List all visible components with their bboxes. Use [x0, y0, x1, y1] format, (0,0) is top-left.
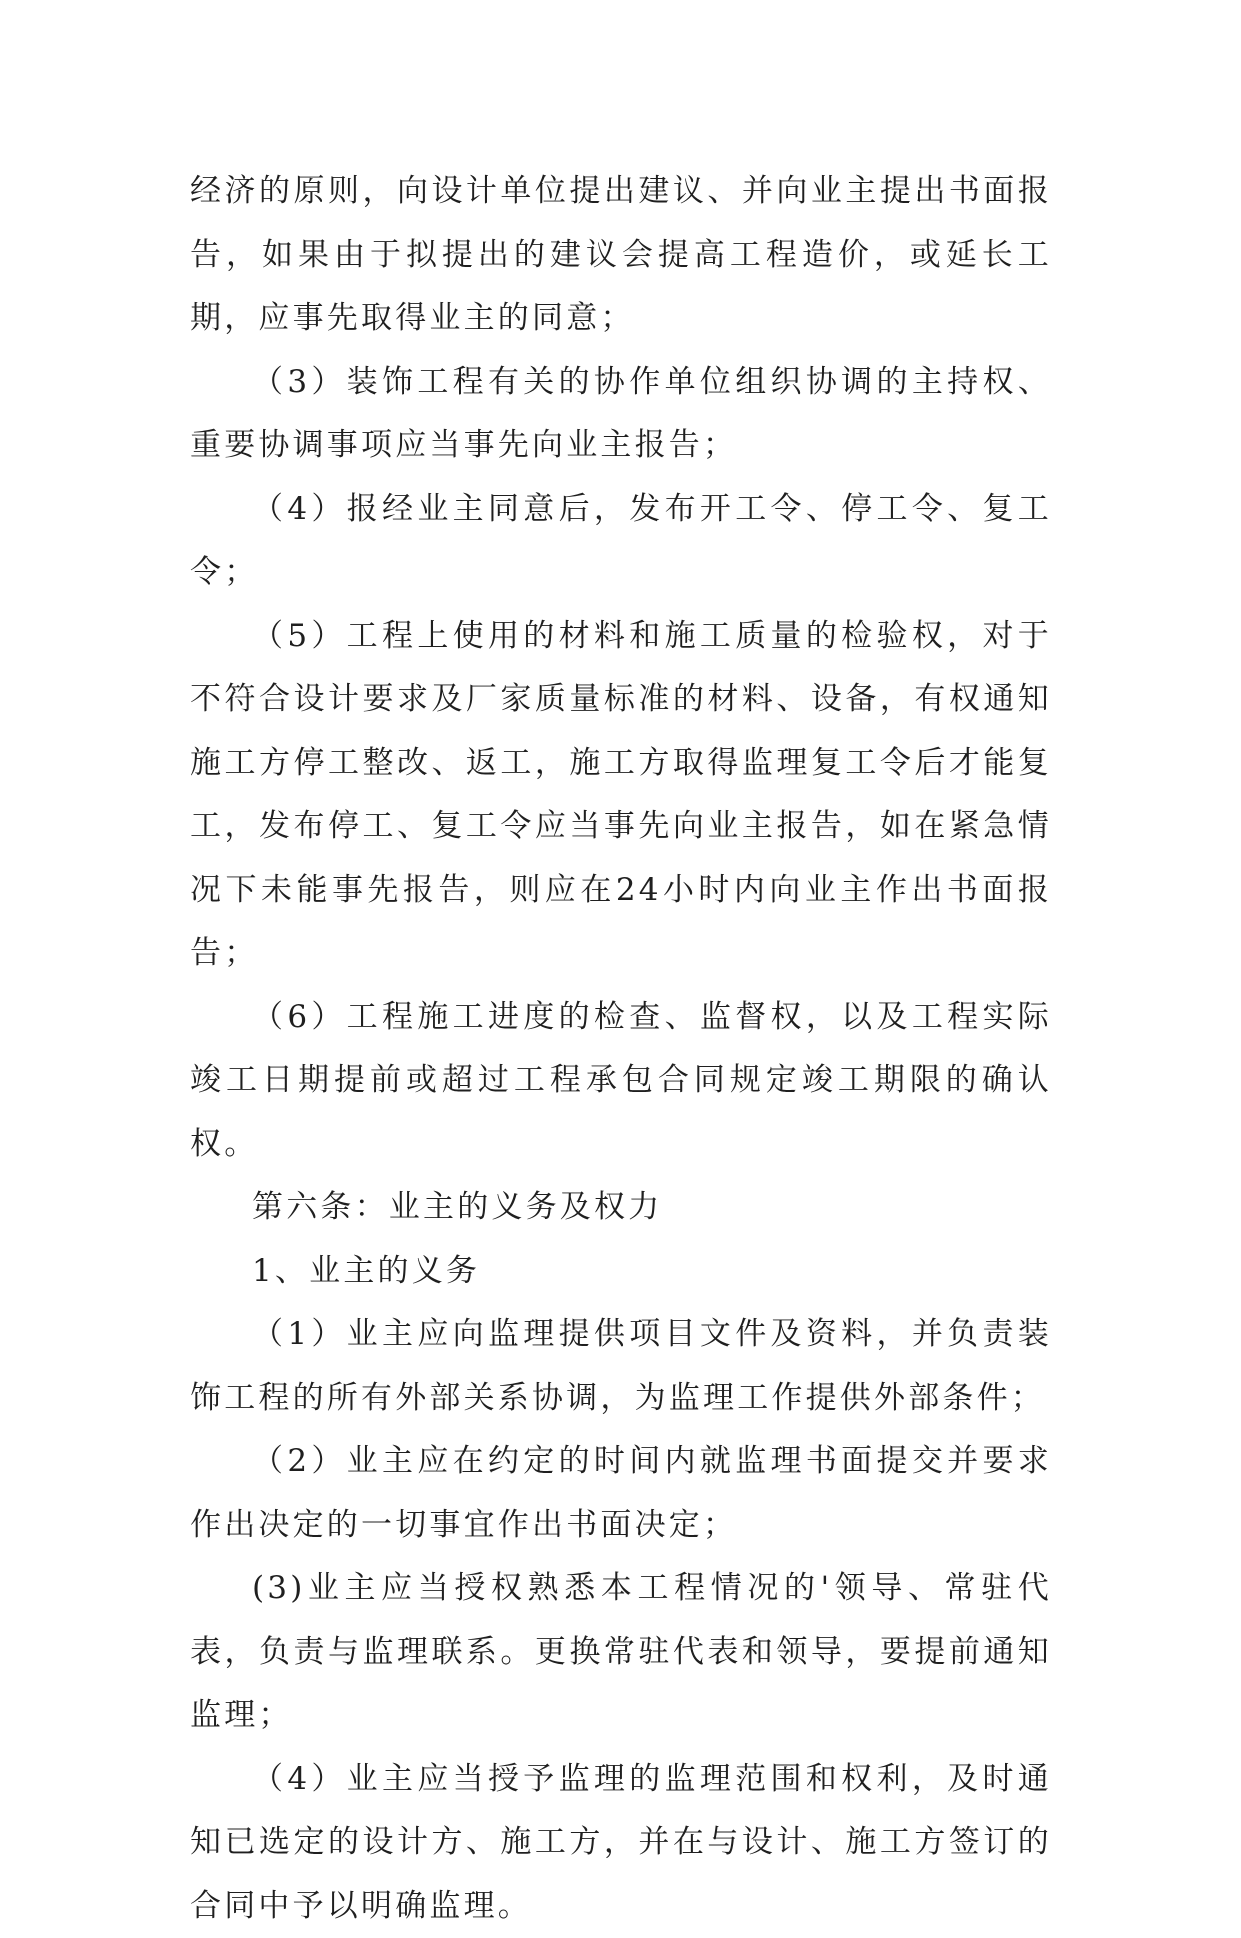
paragraph-continuation: 经济的原则，向设计单位提出建议、并向业主提出书面报告，如果由于拟提出的建议会提高工程造价，或延长工期，应事先取得业主的同意；	[190, 160, 1052, 351]
paragraph-item-6: （6）工程施工进度的检查、监督权，以及工程实际竣工日期提前或超过工程承包合同规定竣工期限的确认权。	[190, 986, 1052, 1177]
paragraph-item-4: （4）报经业主同意后，发布开工令、停工令、复工令；	[190, 478, 1052, 605]
subsection-heading-owner-obligations: 1、业主的义务	[190, 1240, 1052, 1304]
paragraph-obligation-4: （4）业主应当授予监理的监理范围和权利，及时通知已选定的设计方、施工方，并在与设计、施工方签订的合同中予以明确监理。	[190, 1748, 1052, 1938]
paragraph-item-5: （5）工程上使用的材料和施工质量的检验权，对于不符合设计要求及厂家质量标准的材料、设备，有权通知施工方停工整改、返工，施工方取得监理复工令后才能复工，发布停工、复工令应当事先向业主报告，如在紧急情况下未能事先报告，则应在24小时内向业主作出书面报告；	[190, 605, 1052, 986]
paragraph-item-3: （3）装饰工程有关的协作单位组织协调的主持权、重要协调事项应当事先向业主报告；	[190, 351, 1052, 478]
section-heading-article-6: 第六条：业主的义务及权力	[190, 1176, 1052, 1240]
paragraph-obligation-2: （2）业主应在约定的时间内就监理书面提交并要求作出决定的一切事宜作出书面决定；	[190, 1430, 1052, 1557]
document-body	[190, 160, 1052, 1938]
paragraph-obligation-3: (3)业主应当授权熟悉本工程情况的'领导、常驻代表，负责与监理联系。更换常驻代表和领导，要提前通知监理；	[190, 1557, 1052, 1748]
paragraph-obligation-1: （1）业主应向监理提供项目文件及资料，并负责装饰工程的所有外部关系协调，为监理工作提供外部条件；	[190, 1303, 1052, 1430]
